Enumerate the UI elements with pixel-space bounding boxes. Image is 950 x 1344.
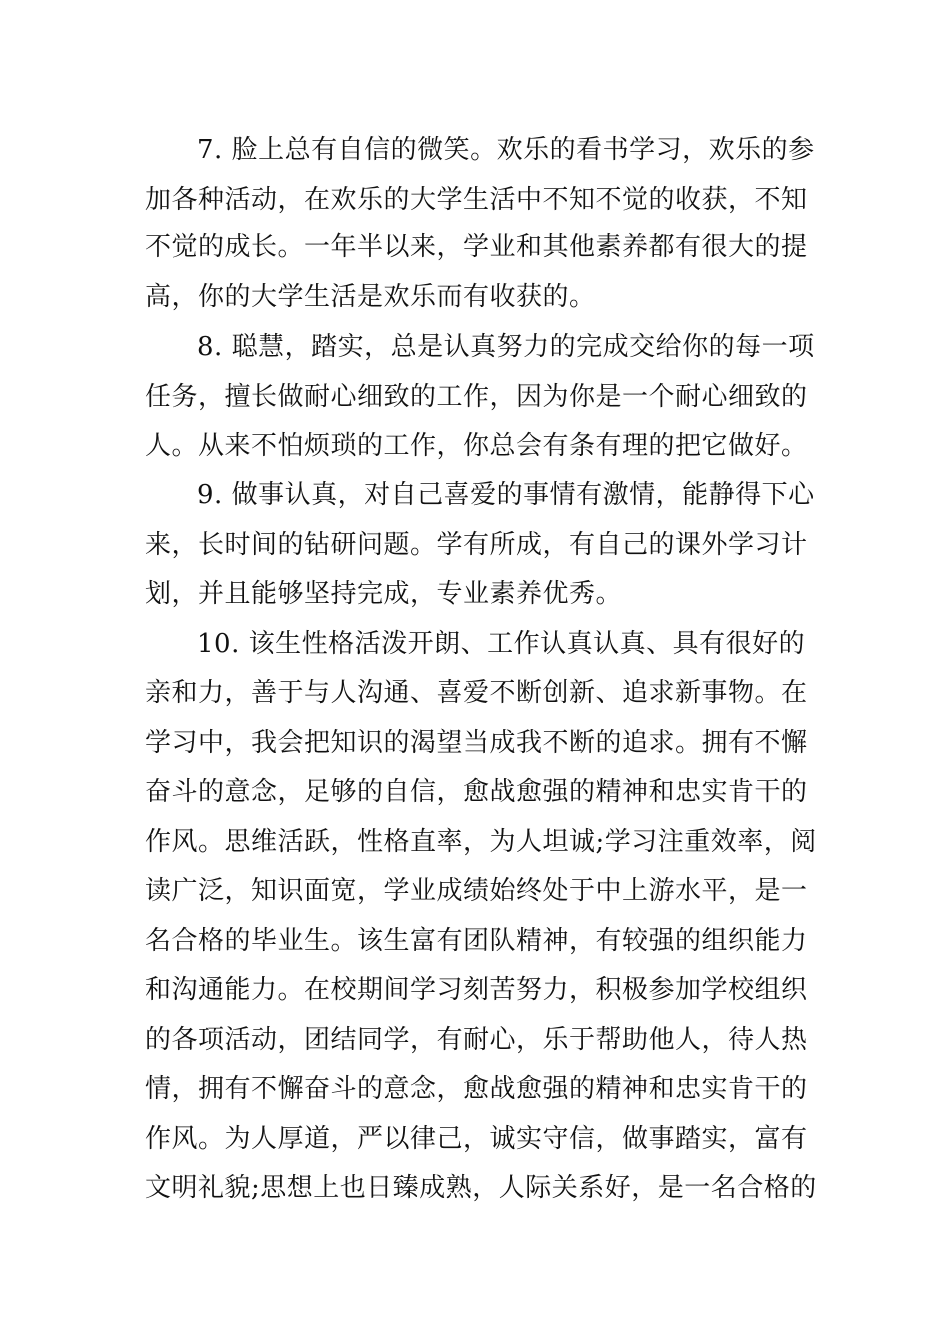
paragraph-9-line-2: 来，长时间的钻研问题。学有所成，有自己的课外学习计 [145,530,808,560]
paragraph-8-line-2: 任务，擅长做耐心细致的工作，因为你是一个耐心细致的 [145,382,808,412]
paragraph-10-line-2: 亲和力，善于与人沟通、喜爱不断创新、追求新事物。在 [145,678,808,708]
paragraph-7-line-1: 7. 脸上总有自信的微笑。欢乐的看书学习，欢乐的参 [197,135,815,165]
paragraph-8-line-3: 人。从来不怕烦琐的工作，你总会有条有理的把它做好。 [145,431,808,461]
paragraph-10-line-4: 奋斗的意念，足够的自信，愈战愈强的精神和忠实肯干的 [145,777,808,807]
paragraph-7-line-4: 高，你的大学生活是欢乐而有收获的。 [145,282,596,312]
paragraph-9-line-1: 9. 做事认真，对自己喜爱的事情有激情，能静得下心 [197,480,815,510]
paragraph-10-line-3: 学习中，我会把知识的渴望当成我不断的追求。拥有不懈 [145,728,808,758]
paragraph-10-line-12: 文明礼貌;思想上也日臻成熟，人际关系好，是一名合格的 [145,1173,817,1203]
paragraph-10-line-6: 读广泛，知识面宽，学业成绩始终处于中上游水平，是一 [145,876,808,906]
paragraph-10-line-5: 作风。思维活跃，性格直率，为人坦诚;学习注重效率，阅 [145,827,817,857]
paragraph-10-line-10: 情，拥有不懈奋斗的意念，愈战愈强的精神和忠实肯干的 [145,1074,808,1104]
paragraph-7-line-2: 加各种活动，在欢乐的大学生活中不知不觉的收获，不知 [145,185,808,215]
paragraph-8-line-1: 8. 聪慧，踏实，总是认真努力的完成交给你的每一项 [197,332,815,362]
paragraph-9-line-3: 划，并且能够坚持完成，专业素养优秀。 [145,579,623,609]
paragraph-10-line-7: 名合格的毕业生。该生富有团队精神，有较强的组织能力 [145,926,808,956]
paragraph-7-line-3: 不觉的成长。一年半以来，学业和其他素养都有很大的提 [145,232,808,262]
paragraph-10-line-8: 和沟通能力。在校期间学习刻苦努力，积极参加学校组织 [145,975,808,1005]
paragraph-10-line-9: 的各项活动，团结同学，有耐心，乐于帮助他人，待人热 [145,1025,808,1055]
paragraph-10-line-11: 作风。为人厚道，严以律己，诚实守信，做事踏实，富有 [145,1124,808,1154]
paragraph-10-line-1: 10. 该生性格活泼开朗、工作认真认真、具有很好的 [197,629,806,659]
